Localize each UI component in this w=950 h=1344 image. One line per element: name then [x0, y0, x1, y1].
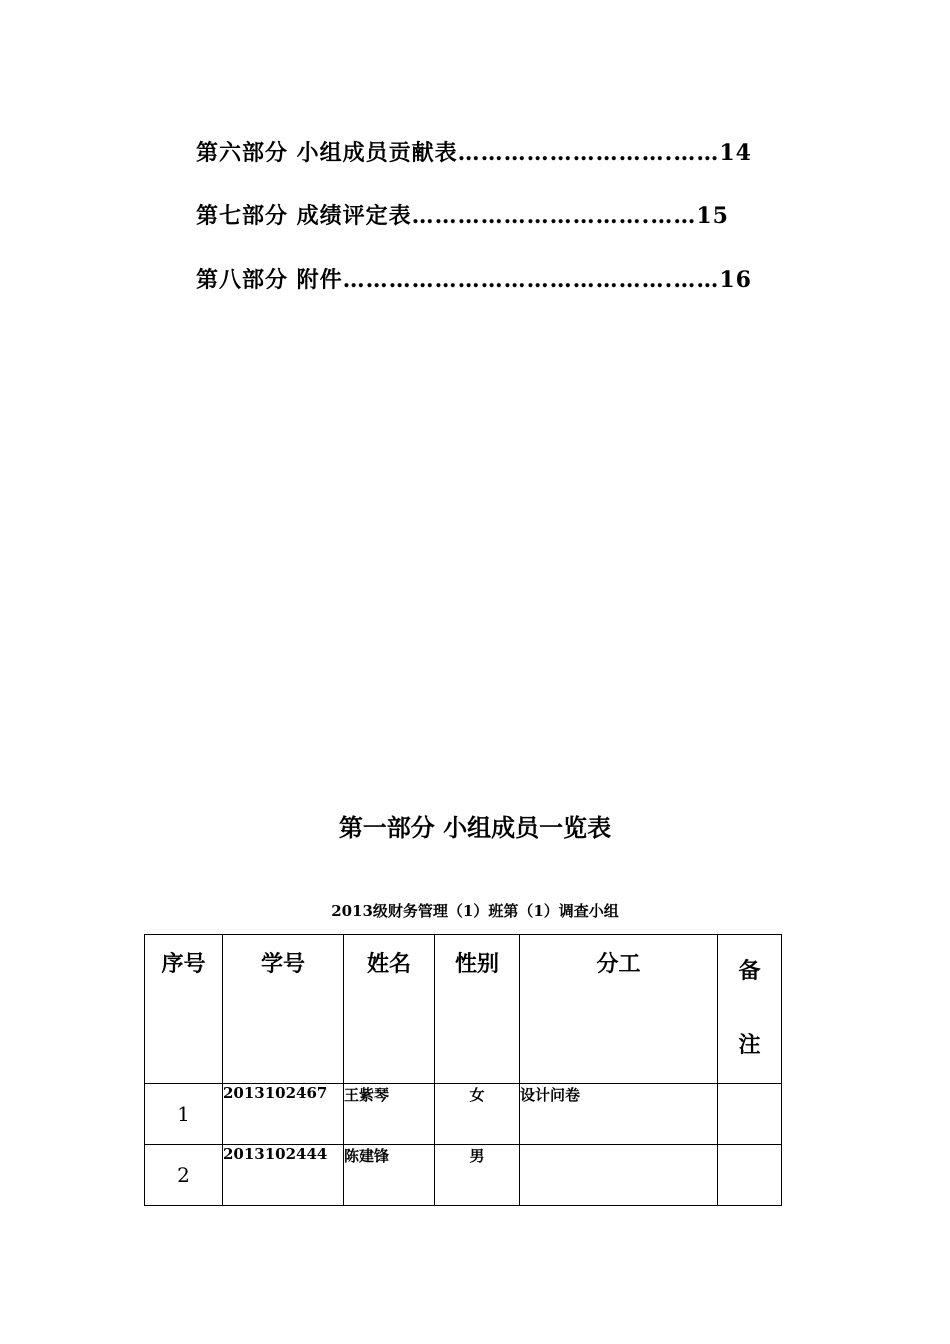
cell-gender: 女	[435, 1084, 520, 1145]
table-header-row	[145, 935, 782, 1084]
header-remark	[718, 935, 782, 1084]
toc-entry-part-6: 第六部分 小组成员贡献表……………………….……14	[196, 140, 752, 166]
header-division: 分工	[520, 935, 718, 1084]
header-remark-line-2: 注	[738, 1033, 761, 1058]
header-gender: 性别	[435, 935, 520, 1084]
cell-division	[520, 1145, 718, 1206]
table-row	[145, 1145, 782, 1206]
header-remark-line-1: 备	[738, 959, 761, 984]
table-caption: 2013级财务管理（1）班第（1）调查小组	[331, 902, 619, 920]
header-student-id: 学号	[223, 935, 344, 1084]
cell-student-id: 2013102444	[223, 1145, 344, 1206]
cell-division: 设计问卷	[520, 1084, 718, 1145]
cell-index: 1	[145, 1084, 223, 1145]
cell-student-id: 2013102467	[223, 1084, 344, 1145]
section-title: 第一部分 小组成员一览表	[338, 814, 612, 842]
members-table	[144, 934, 782, 1206]
toc-entry-part-7: 第七部分 成绩评定表………………………….……15	[196, 203, 729, 229]
cell-index: 2	[145, 1145, 223, 1206]
cell-remark	[718, 1084, 782, 1145]
cell-name: 陈建锋	[344, 1145, 435, 1206]
header-name: 姓名	[344, 935, 435, 1084]
cell-remark	[718, 1145, 782, 1206]
header-index: 序号	[145, 935, 223, 1084]
table-row	[145, 1084, 782, 1145]
cell-name: 王紫琴	[344, 1084, 435, 1145]
toc-entry-part-8: 第八部分 附件…………………………………….……16	[196, 267, 752, 293]
cell-gender: 男	[435, 1145, 520, 1206]
